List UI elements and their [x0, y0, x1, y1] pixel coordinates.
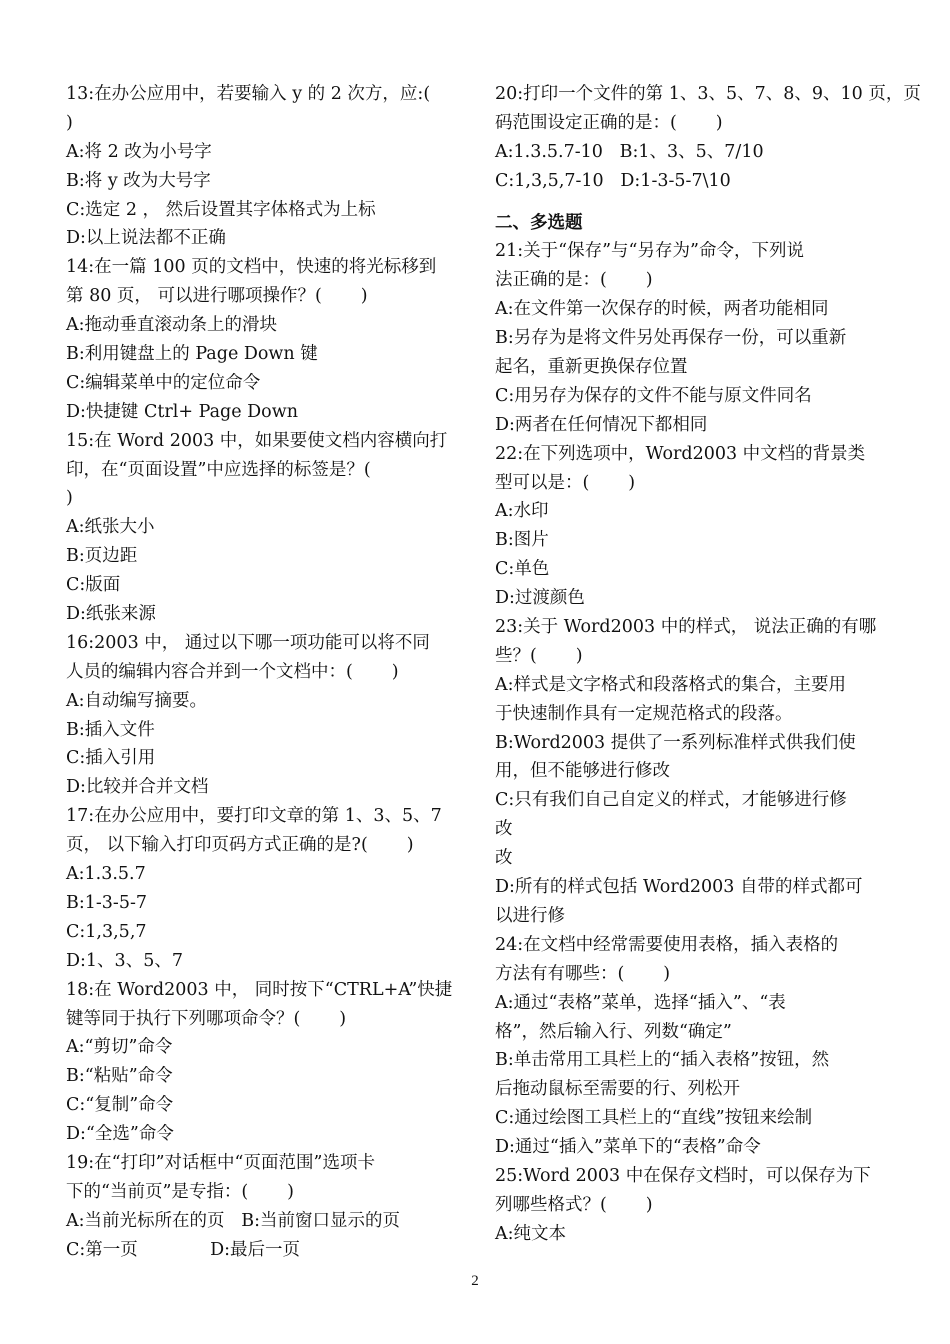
- section-heading: 二、多选题: [495, 212, 583, 233]
- text-line: C:用另存为保存的文件不能与原文件同名: [495, 385, 812, 406]
- text-line: 些？( ): [495, 645, 583, 666]
- text-line: 键等同于执行下列哪项命令？( ): [66, 1008, 347, 1029]
- right-column-multiple-choice: [495, 237, 890, 1248]
- text-line: C:第一页 D:最后一页: [66, 1239, 301, 1260]
- text-line: B:将 y 改为大号字: [66, 170, 211, 191]
- text-line: A:纯文本: [495, 1223, 567, 1244]
- text-line: ): [66, 488, 73, 509]
- text-line: 以进行修: [495, 905, 565, 926]
- text-line: 下的“当前页”是专指：( ): [66, 1181, 294, 1202]
- text-line: D:过渡颜色: [495, 588, 585, 609]
- text-line: C:编辑菜单中的定位命令: [66, 372, 261, 393]
- text-line: A:当前光标所在的页 B:当前窗口显示的页: [66, 1210, 400, 1231]
- text-line: 17:在办公应用中，要打印文章的第 1、3、5、7: [66, 806, 442, 827]
- text-line: 15:在 Word 2003 中，如果要使文档内容横向打: [66, 430, 448, 451]
- text-line: C:插入引用: [66, 748, 156, 769]
- text-line: C:只有我们自己自定义的样式，才能够进行修: [495, 790, 847, 811]
- text-line: 21:关于“保存”与“另存为”命令，下列说: [495, 241, 804, 262]
- text-line: C:1,3,5,7-10 D:1-3-5-7\10: [495, 170, 731, 191]
- text-line: 24:在文档中经常需要使用表格，插入表格的: [495, 934, 839, 955]
- right-column-single-choice: [495, 80, 921, 196]
- text-line: B:“粘贴”命令: [66, 1066, 173, 1087]
- text-line: 页， 以下输入打印页码方式正确的是?( ): [66, 835, 414, 856]
- text-line: 于快速制作具有一定规范格式的段落。: [495, 703, 793, 724]
- text-line: C:1,3,5,7: [66, 921, 147, 942]
- page-number: 2: [471, 1273, 479, 1289]
- text-line: 型可以是：( ): [495, 472, 636, 493]
- text-line: 18:在 Word2003 中， 同时按下“CTRL+A”快捷: [66, 979, 453, 1000]
- text-line: 后拖动鼠标至需要的行、列松开: [495, 1079, 740, 1100]
- text-line: B:插入文件: [66, 719, 155, 740]
- text-line: 用，但不能够进行修改: [495, 761, 670, 782]
- text-line: C:通过绘图工具栏上的“直线”按钮来绘制: [495, 1108, 813, 1129]
- text-line: D:以上说法都不正确: [66, 228, 226, 249]
- text-line: A:水印: [495, 501, 549, 522]
- text-line: B:图片: [495, 530, 549, 551]
- text-line: 人员的编辑内容合并到一个文档中：( ): [66, 661, 399, 682]
- text-line: 码范围设定正确的是：( ): [495, 112, 723, 133]
- text-line: D:纸张来源: [66, 604, 156, 625]
- text-line: 23:关于 Word2003 中的样式， 说法正确的有哪: [495, 617, 877, 638]
- text-line: 方法有有哪些：( ): [495, 963, 671, 984]
- text-line: A:1.3.5.7-10 B:1、3、5、7/10: [495, 141, 764, 162]
- text-line: B:Word2003 提供了一系列标准样式供我们使: [495, 732, 856, 753]
- text-line: A:自动编写摘要。: [66, 690, 208, 711]
- text-line: C:单色: [495, 559, 550, 580]
- text-line: 20:打印一个文件的第 1、3、5、7、8、9、10 页，页: [495, 84, 921, 104]
- text-line: A:“剪切”命令: [66, 1037, 173, 1058]
- left-column: [66, 80, 464, 1265]
- text-line: 改: [495, 848, 513, 869]
- text-line: 列哪些格式？( ): [495, 1194, 653, 1215]
- text-line: D:快捷键 Ctrl+ Page Down: [66, 401, 298, 422]
- text-line: A:在文件第一次保存的时候，两者功能相同: [495, 299, 829, 320]
- text-line: A:1.3.5.7: [66, 864, 146, 885]
- text-line: B:另存为是将文件另处再保存一份，可以重新: [495, 328, 847, 349]
- text-line: D:通过“插入”菜单下的“表格”命令: [495, 1137, 761, 1158]
- text-line: A:纸张大小: [66, 517, 155, 538]
- text-line: 25:Word 2003 中在保存文档时，可以保存为下: [495, 1165, 871, 1186]
- text-line: 22:在下列选项中，Word2003 中文档的背景类: [495, 443, 866, 464]
- text-line: ): [66, 112, 73, 133]
- section-gap: [495, 196, 890, 209]
- text-line: C:版面: [66, 575, 121, 596]
- text-line: D:比较并合并文档: [66, 777, 209, 798]
- text-line: C:“复制”命令: [66, 1095, 174, 1116]
- text-line: 19:在“打印”对话框中“页面范围”选项卡: [66, 1152, 375, 1173]
- text-line: 改: [495, 819, 513, 840]
- text-line: 16:2003 中， 通过以下哪一项功能可以将不同: [66, 632, 430, 653]
- text-line: B:1-3-5-7: [66, 892, 148, 913]
- text-line: D:两者在任何情况下都相同: [495, 414, 708, 435]
- text-line: B:利用键盘上的 Page Down 键: [66, 344, 318, 365]
- text-line: A:将 2 改为小号字: [66, 141, 212, 162]
- text-line: D:所有的样式包括 Word2003 自带的样式都可: [495, 877, 863, 898]
- text-line: 14:在一篇 100 页的文档中，快速的将光标移到: [66, 257, 437, 278]
- right-column: [495, 80, 921, 1249]
- text-line: D:“全选”命令: [66, 1124, 174, 1145]
- text-line: 法正确的是：( ): [495, 270, 653, 291]
- text-line: A:样式是文字格式和段落格式的集合，主要用: [495, 674, 847, 695]
- text-line: 格”，然后输入行、列数“确定”: [495, 1021, 732, 1042]
- text-line: 印，在“页面设置”中应选择的标签是？(: [66, 459, 371, 480]
- text-line: 起名，重新更换保存位置: [495, 357, 688, 378]
- text-line: C:选定 2 ， 然后设置其字体格式为上标: [66, 199, 376, 220]
- text-line: B:页边距: [66, 546, 138, 567]
- text-line: D:1、3、5、7: [66, 950, 183, 971]
- text-line: B:单击常用工具栏上的“插入表格”按钮，然: [495, 1050, 830, 1071]
- text-line: 13:在办公应用中，若要输入 y 的 2 次方，应:(: [66, 84, 431, 104]
- text-line: 第 80 页， 可以进行哪项操作？( ): [66, 286, 368, 307]
- text-line: A:拖动垂直滚动条上的滑块: [66, 315, 278, 336]
- text-line: A:通过“表格”菜单，选择“插入”、“表: [495, 992, 786, 1013]
